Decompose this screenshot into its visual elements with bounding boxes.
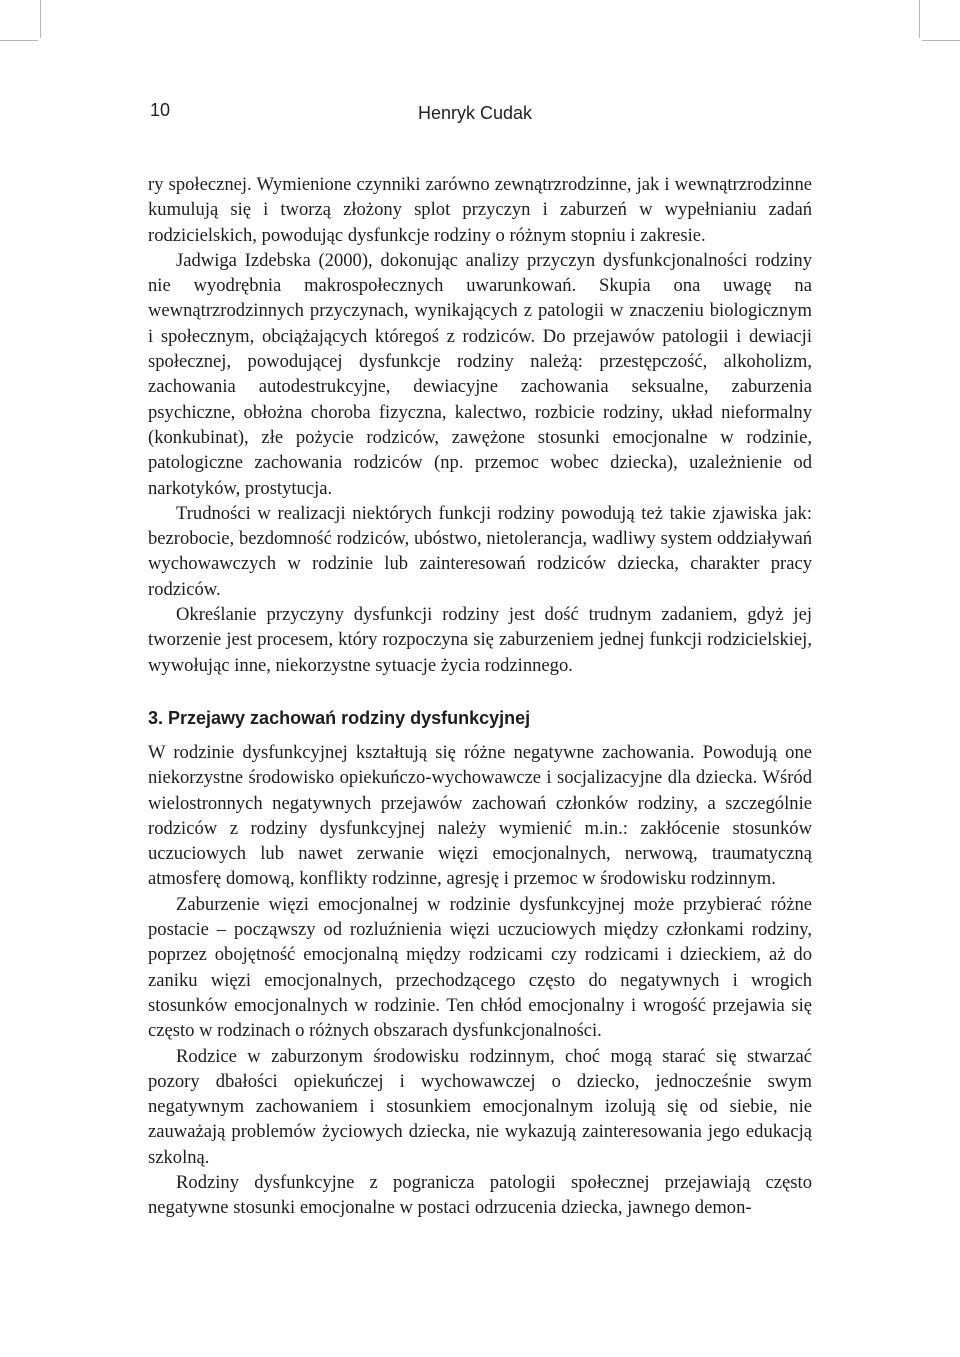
running-title: Henryk Cudak (418, 103, 533, 123)
paragraph: Określanie przyczyny dysfunkcji rodziny jest dość trudnym zadaniem, gdyż jej tworzenie jest procesem, który rozpoczyna się zaburzeniem jednej funkcji rodzicielskiej, wywołując inne, niekorzystne sytuacje życia rodzinnego. (148, 604, 812, 676)
page-number: 10 (150, 100, 171, 120)
running-head (150, 100, 810, 130)
paragraph: Rodziny dysfunkcyjne z pogranicza patologii społecznej przejawiają często negatywne stosunki emocjonalne w postaci odrzucenia dziecka, jawnego demon- (148, 1171, 812, 1219)
section-heading: 3. Przejawy zachowań rodziny dysfunkcyjnej (148, 707, 531, 728)
paragraph: W rodzinie dysfunkcyjnej kształtują się różne negatywne zachowania. Powodują one niekorzystne środowisko opiekuńczo-wychowawcze i socjalizacyjne dla dziecka. Wśród wielostronnych negatywnych przejawów zachowań członków rodziny, a szczególnie rodziców z rodziny dysfunkcyjnej należy wymienić m.in.: zakłócenie stosunków uczuciowych lub nawet zerwanie więzi emocjonalnych, nerwową, traumatyczną atmosferę domową, konflikty rodzinne, agresję i przemoc w środowisku rodzinnym. (148, 741, 812, 890)
paragraph: Jadwiga Izdebska (2000), dokonując analizy przyczyn dysfunkcjonalności rodziny nie wyodrębnia makrospołecznych uwarunkowań. Skupia ona uwagę na wewnątrzrodzinnych przyczynach, wynikających z patologii w znaczeniu biologicznym i społecznym, obciążających któregoś z rodziców. Do przejawów patologii i dewiacji społecznej, powodującej dysfunkcje rodziny należą: przestępczość, alkoholizm, zachowania autodestrukcyjne, dewiacyjne zachowania seksualne, zaburzenia psychiczne, obłożna choroba fizyczna, kalectwo, rozbicie rodziny, układ nieformalny (konkubinat), złe pożycie rodziców, zawężone stosunki emocjonalne w rodzinie, patologiczne zachowania rodziców (np. przemoc wobec dziecka), uzależnienie od narkotyków, prostytucja. (148, 249, 812, 499)
paragraph: Zaburzenie więzi emocjonalnej w rodzinie dysfunkcyjnej może przybierać różne postacie – począwszy od rozluźnienia więzi uczuciowych między członkami rodziny, poprzez obojętność emocjonalną między rodzicami czy rodzicami i dzieckiem, aż do zaniku więzi emocjonalnych, przechodzącego często do negatywnych i wrogich stosunków emocjonalnych w rodzinie. Ten chłód emocjonalny i wrogość przejawia się często w rodzinach o różnych obszarach dysfunkcjonalności. (148, 893, 812, 1042)
paragraph: ry społecznej. Wymienione czynniki zarówno zewnątrzrodzinne, jak i wewnątrzrodzinne kumulują się i tworzą złożony splot przyczyn i zaburzeń w wypełnianiu zadań rodzicielskich, powodując dysfunkcje rodziny o różnym stopniu i zakresie. (148, 174, 812, 246)
crop-mark-top-left-horizontal (0, 40, 38, 41)
crop-mark-top-right-horizontal (922, 40, 960, 41)
crop-mark-top-right-vertical (919, 0, 920, 38)
body-text (148, 172, 812, 1221)
crop-mark-top-left-vertical (40, 0, 41, 38)
paragraph: Rodzice w zaburzonym środowisku rodzinnym, choć mogą starać się stwarzać pozory dbałości opiekuńczej i wychowawczej o dziecko, jednocześnie swym negatywnym zachowaniem i stosunkiem emocjonalnym izolują się od siebie, nie zauważają problemów życiowych dziecka, nie wykazują zainteresowania jego edukacją szkolną. (148, 1045, 812, 1168)
paragraph: Trudności w realizacji niektórych funkcji rodziny powodują też takie zjawiska jak: bezrobocie, bezdomność rodziców, ubóstwo, nietolerancja, wadliwy system oddziaływań wychowawczych w rodzinie lub zainteresowań rodziców dziecka, charakter pracy rodziców. (148, 502, 812, 600)
